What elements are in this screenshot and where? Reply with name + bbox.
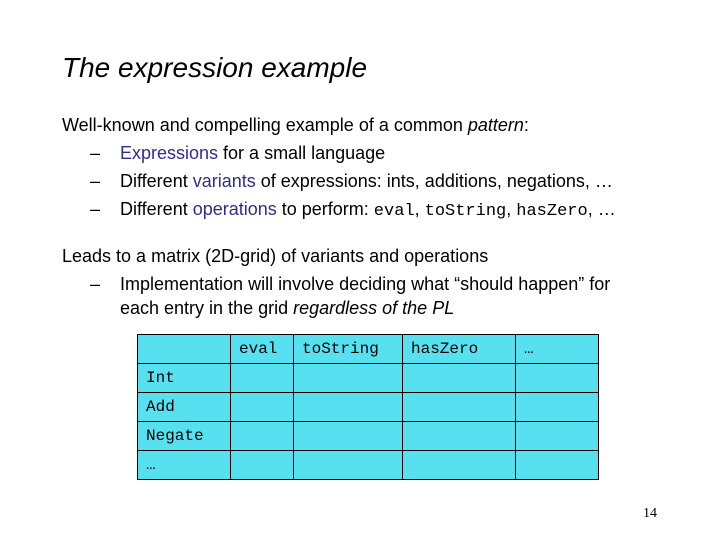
grid-header-more: …: [516, 335, 599, 364]
grid-cell: [516, 422, 599, 451]
bullet-text: to perform:: [276, 199, 374, 219]
grid-header-tostring: toString: [294, 335, 403, 364]
bullet-dash: –: [90, 274, 101, 294]
grid-cell: [231, 422, 294, 451]
code-tostring: toString: [424, 202, 507, 221]
variants-operations-grid: [137, 334, 599, 480]
sub-bullet-text: Implementation will involve deciding what “should happen” for: [120, 274, 611, 294]
bullet-end: , …: [587, 199, 616, 219]
page-number: 14: [643, 506, 657, 521]
separator: ,: [414, 199, 425, 219]
grid-row-label: Negate: [138, 422, 231, 451]
sub-bullet-line2: [120, 297, 454, 319]
intro-pattern: pattern: [467, 115, 524, 135]
bullet-highlight: operations: [192, 199, 277, 219]
bullet-text: for a small language: [218, 143, 386, 163]
intro-tail: :: [523, 115, 529, 135]
intro-lead: Well-known and compelling example of a common: [62, 115, 468, 135]
grid-cell: [403, 451, 516, 480]
bullet-dash: –: [90, 171, 101, 191]
slide-title: The expression example: [62, 52, 368, 83]
grid-row-more: [138, 451, 599, 480]
bullet-prefix: Different: [120, 171, 193, 191]
grid-cell: [294, 393, 403, 422]
grid-row-add: [138, 393, 599, 422]
bullet-dash: –: [90, 143, 101, 163]
code-eval: eval: [373, 202, 415, 221]
bullet-highlight: Expressions: [120, 143, 219, 163]
grid-cell: [403, 393, 516, 422]
leads-paragraph: Leads to a matrix (2D-grid) of variants and operations: [62, 246, 489, 266]
grid-cell: [294, 422, 403, 451]
grid-cell: [294, 364, 403, 393]
grid-cell: [403, 364, 516, 393]
grid-cell: [231, 451, 294, 480]
grid-cell: [231, 393, 294, 422]
grid-row-label: …: [138, 451, 231, 480]
bullet-text: of expressions: ints, additions, negations, …: [255, 171, 613, 191]
grid-cell: [516, 451, 599, 480]
bullet-variants: [90, 170, 613, 192]
grid-cell: [231, 364, 294, 393]
separator: ,: [506, 199, 517, 219]
bullet-highlight: variants: [192, 171, 256, 191]
grid-cell: [294, 451, 403, 480]
grid-header-row: [138, 335, 599, 364]
grid-header-haszero: hasZero: [403, 335, 516, 364]
grid-row-negate: [138, 422, 599, 451]
bullet-operations: [90, 198, 616, 223]
bullet-expressions: [90, 142, 385, 164]
grid-cell: [403, 422, 516, 451]
grid-corner-cell: [138, 335, 231, 364]
grid-row-label: Int: [138, 364, 231, 393]
bullet-prefix: Different: [120, 199, 193, 219]
grid-cell: [516, 364, 599, 393]
sub-bullet-emphasis: regardless of the PL: [293, 298, 455, 318]
grid-row-label: Add: [138, 393, 231, 422]
grid-header-eval: eval: [231, 335, 294, 364]
sub-bullet-line1: [90, 273, 610, 295]
bullet-dash: –: [90, 199, 101, 219]
sub-bullet-text: each entry in the grid: [120, 298, 294, 318]
code-haszero: hasZero: [516, 202, 588, 221]
intro-paragraph: [62, 114, 529, 136]
grid-cell: [516, 393, 599, 422]
grid-row-int: [138, 364, 599, 393]
